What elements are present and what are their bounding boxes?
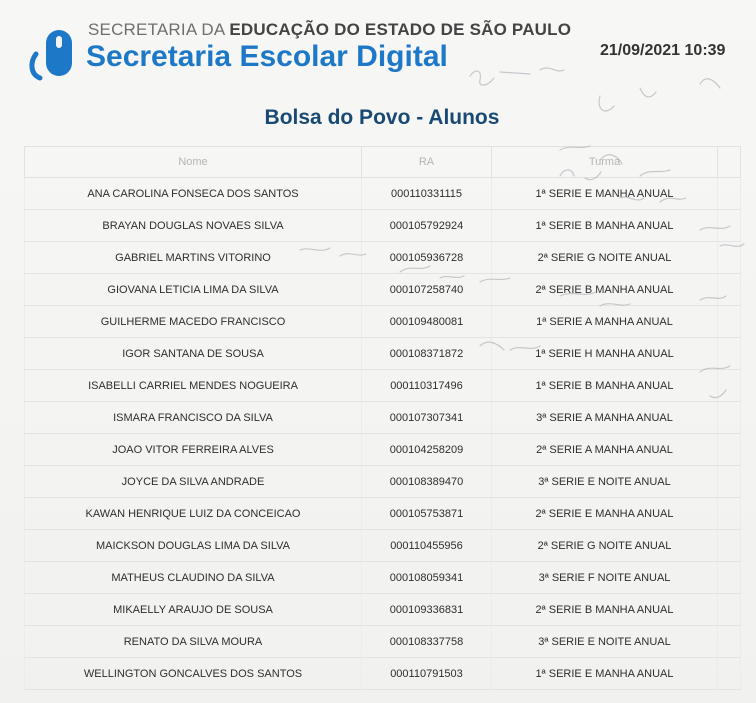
students-table <box>24 146 741 690</box>
table-row <box>25 274 741 306</box>
column-header-turma: Turma <box>492 147 718 178</box>
app-name: Secretaria Escolar Digital <box>86 40 448 73</box>
table-row <box>25 338 741 370</box>
cell-ra: 000107258740 <box>362 274 492 306</box>
cell-turma: 1ª SERIE A MANHA ANUAL <box>492 306 718 338</box>
cell-spacer <box>718 626 741 658</box>
mouse-logo-icon <box>26 24 82 82</box>
cell-spacer <box>718 338 741 370</box>
cell-nome: WELLINGTON GONCALVES DOS SANTOS <box>25 658 362 690</box>
column-header-nome: Nome <box>25 147 362 178</box>
cell-ra: 000105792924 <box>362 210 492 242</box>
cell-ra: 000108059341 <box>362 562 492 594</box>
cell-turma: 2ª SERIE G NOITE ANUAL <box>492 530 718 562</box>
table-row <box>25 434 741 466</box>
cell-turma: 3ª SERIE E NOITE ANUAL <box>492 626 718 658</box>
cell-spacer <box>718 594 741 626</box>
cell-turma: 3ª SERIE A MANHA ANUAL <box>492 402 718 434</box>
cell-turma: 2ª SERIE E MANHA ANUAL <box>492 498 718 530</box>
table-row <box>25 498 741 530</box>
cell-nome: MATHEUS CLAUDINO DA SILVA <box>25 562 362 594</box>
cell-turma: 1ª SERIE E MANHA ANUAL <box>492 178 718 210</box>
cell-ra: 000110791503 <box>362 658 492 690</box>
cell-ra: 000108389470 <box>362 466 492 498</box>
cell-ra: 000105936728 <box>362 242 492 274</box>
table-row <box>25 402 741 434</box>
column-header-ra: RA <box>362 147 492 178</box>
table-row <box>25 306 741 338</box>
cell-nome: ISABELLI CARRIEL MENDES NOGUEIRA <box>25 370 362 402</box>
report-title: Bolsa do Povo - Alunos <box>264 106 500 129</box>
cell-spacer <box>718 658 741 690</box>
cell-spacer <box>718 370 741 402</box>
cell-turma: 1ª SERIE B MANHA ANUAL <box>492 210 718 242</box>
cell-nome: BRAYAN DOUGLAS NOVAES SILVA <box>25 210 362 242</box>
table-row <box>25 370 741 402</box>
cell-spacer <box>718 402 741 434</box>
cell-spacer <box>718 178 741 210</box>
cell-ra: 000108371872 <box>362 338 492 370</box>
cell-nome: ANA CAROLINA FONSECA DOS SANTOS <box>25 178 362 210</box>
cell-spacer <box>718 306 741 338</box>
cell-nome: MIKAELLY ARAUJO DE SOUSA <box>25 594 362 626</box>
cell-spacer <box>718 466 741 498</box>
table-header-row <box>25 147 741 178</box>
cell-spacer <box>718 242 741 274</box>
table-row <box>25 242 741 274</box>
cell-ra: 000110331115 <box>362 178 492 210</box>
table-row <box>25 626 741 658</box>
cell-turma: 3ª SERIE E NOITE ANUAL <box>492 466 718 498</box>
cell-nome: JOAO VITOR FERREIRA ALVES <box>25 434 362 466</box>
cell-turma: 1ª SERIE B MANHA ANUAL <box>492 370 718 402</box>
org-name <box>88 20 571 40</box>
cell-nome: KAWAN HENRIQUE LUIZ DA CONCEICAO <box>25 498 362 530</box>
table-row <box>25 210 741 242</box>
cell-spacer <box>718 434 741 466</box>
print-timestamp: 21/09/2021 10:39 <box>600 42 726 59</box>
cell-nome: GABRIEL MARTINS VITORINO <box>25 242 362 274</box>
cell-ra: 000105753871 <box>362 498 492 530</box>
cell-turma: 1ª SERIE H MANHA ANUAL <box>492 338 718 370</box>
cell-spacer <box>718 274 741 306</box>
table-row <box>25 594 741 626</box>
cell-ra: 000110317496 <box>362 370 492 402</box>
org-prefix: SECRETARIA DA <box>88 20 230 39</box>
students-table-container <box>24 146 740 690</box>
column-header-spacer <box>718 147 741 178</box>
cell-turma: 2ª SERIE B MANHA ANUAL <box>492 594 718 626</box>
cell-turma: 2ª SERIE B MANHA ANUAL <box>492 274 718 306</box>
cell-ra: 000109480081 <box>362 306 492 338</box>
cell-ra: 000110455956 <box>362 530 492 562</box>
table-row <box>25 658 741 690</box>
table-row <box>25 530 741 562</box>
cell-nome: MAICKSON DOUGLAS LIMA DA SILVA <box>25 530 362 562</box>
cell-nome: RENATO DA SILVA MOURA <box>25 626 362 658</box>
cell-nome: GIOVANA LETICIA LIMA DA SILVA <box>25 274 362 306</box>
cell-spacer <box>718 530 741 562</box>
cell-ra: 000108337758 <box>362 626 492 658</box>
cell-spacer <box>718 562 741 594</box>
cell-ra: 000109336831 <box>362 594 492 626</box>
cell-nome: IGOR SANTANA DE SOUSA <box>25 338 362 370</box>
cell-ra: 000107307341 <box>362 402 492 434</box>
cell-nome: ISMARA FRANCISCO DA SILVA <box>25 402 362 434</box>
cell-nome: GUILHERME MACEDO FRANCISCO <box>25 306 362 338</box>
table-row <box>25 466 741 498</box>
org-bold: EDUCAÇÃO DO ESTADO DE SÃO PAULO <box>229 20 572 39</box>
cell-turma: 3ª SERIE F NOITE ANUAL <box>492 562 718 594</box>
cell-ra: 000104258209 <box>362 434 492 466</box>
table-row <box>25 562 741 594</box>
cell-spacer <box>718 210 741 242</box>
cell-turma: 2ª SERIE A MANHA ANUAL <box>492 434 718 466</box>
cell-nome: JOYCE DA SILVA ANDRADE <box>25 466 362 498</box>
table-row <box>25 178 741 210</box>
cell-spacer <box>718 498 741 530</box>
cell-turma: 2ª SERIE G NOITE ANUAL <box>492 242 718 274</box>
cell-turma: 1ª SERIE E MANHA ANUAL <box>492 658 718 690</box>
